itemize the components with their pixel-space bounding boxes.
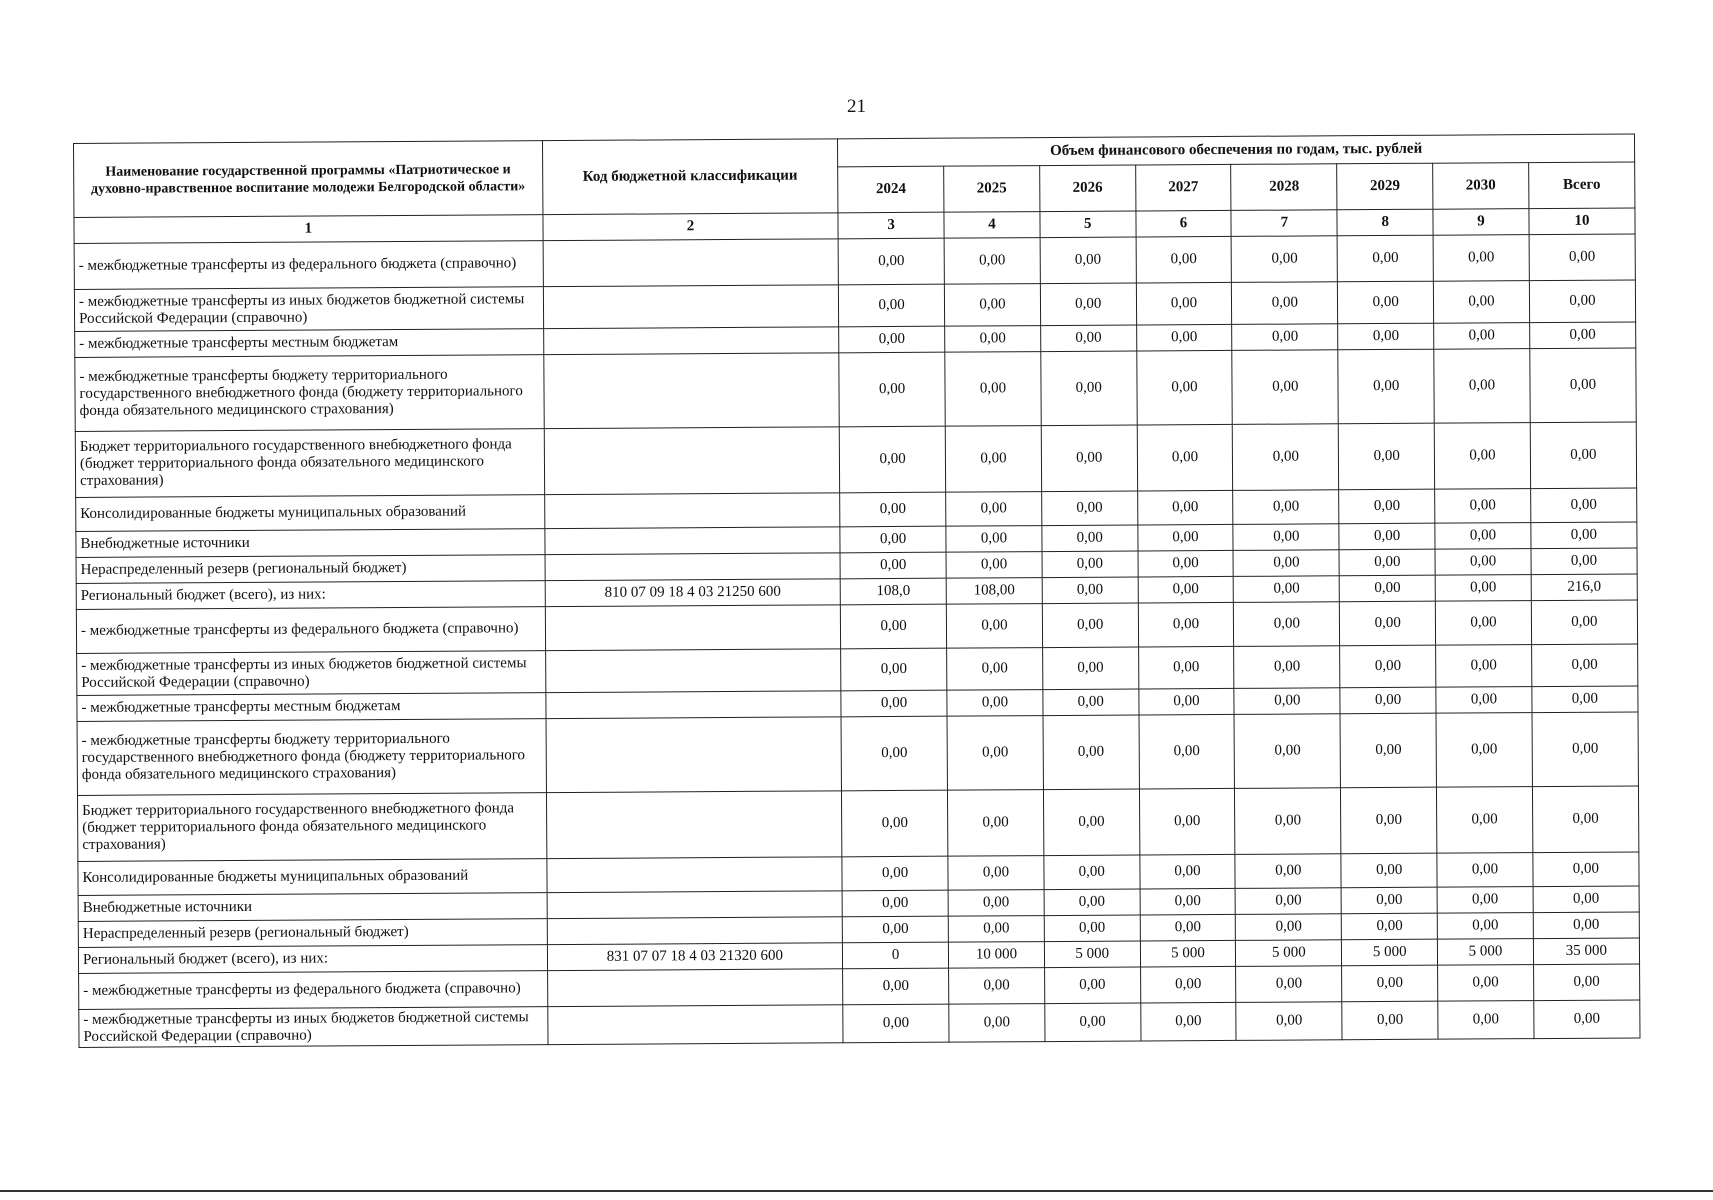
row-year-value: 0,00 xyxy=(1233,424,1339,491)
row-year-value: 0,00 xyxy=(1339,523,1435,550)
row-year-value: 0,00 xyxy=(1337,235,1433,282)
row-total-value: 0,00 xyxy=(1533,912,1639,939)
row-year-value: 0,00 xyxy=(842,890,948,917)
row-total-value: 0,00 xyxy=(1529,234,1635,281)
header-year: 2029 xyxy=(1337,163,1433,210)
row-year-value: 0,00 xyxy=(946,526,1042,553)
header-year: 2024 xyxy=(838,166,944,213)
row-year-value: 0,00 xyxy=(946,552,1042,579)
header-year: 2025 xyxy=(944,166,1040,213)
row-year-value: 0,00 xyxy=(1342,1001,1438,1040)
row-year-value: 0,00 xyxy=(1233,490,1339,525)
row-year-value: 0,00 xyxy=(1137,424,1233,491)
header-year: 2026 xyxy=(1040,165,1136,212)
row-year-value: 0,00 xyxy=(1138,688,1234,715)
row-name: Нераспределенный резерв (региональный бюджет) xyxy=(76,555,545,584)
row-year-value: 0,00 xyxy=(1042,603,1138,648)
row-year-value: 0,00 xyxy=(1434,423,1530,490)
row-year-value: 0,00 xyxy=(1043,715,1139,790)
row-year-value: 0,00 xyxy=(843,1004,949,1043)
row-year-value: 0,00 xyxy=(1136,282,1232,325)
row-total-value: 0,00 xyxy=(1531,488,1637,523)
row-total-value: 0,00 xyxy=(1533,886,1639,913)
row-year-value: 5 000 xyxy=(1140,940,1236,967)
row-year-value: 0,00 xyxy=(1341,853,1437,888)
header-year: 2028 xyxy=(1231,164,1337,211)
row-year-value: 0,00 xyxy=(1340,645,1436,688)
row-name: - межбюджетные трансферты из федерального бюджета (справочно) xyxy=(79,971,548,1010)
column-number: 1 xyxy=(74,215,543,244)
row-year-value: 0,00 xyxy=(947,690,1043,717)
row-budget-code: 831 07 07 18 4 03 21320 600 xyxy=(547,943,843,971)
row-year-value: 0,00 xyxy=(1044,855,1140,890)
row-year-value: 0,00 xyxy=(1232,350,1338,425)
row-year-value: 0,00 xyxy=(1434,349,1530,424)
row-year-value: 0,00 xyxy=(946,492,1042,527)
row-year-value: 0,00 xyxy=(1435,549,1531,576)
row-year-value: 0,00 xyxy=(1236,1002,1342,1041)
row-name: - межбюджетные трансферты местным бюджетам xyxy=(77,693,546,722)
row-year-value: 0,00 xyxy=(1340,713,1436,788)
row-year-value: 0,00 xyxy=(947,648,1043,691)
row-total-value: 0,00 xyxy=(1532,712,1639,787)
row-year-value: 0,00 xyxy=(1342,965,1438,1002)
row-year-value: 0,00 xyxy=(1338,281,1434,324)
row-year-value: 108,0 xyxy=(840,578,946,605)
row-year-value: 0,00 xyxy=(1433,281,1529,324)
row-year-value: 0,00 xyxy=(1342,913,1438,940)
row-year-value: 0,00 xyxy=(1438,965,1534,1002)
row-budget-code xyxy=(547,969,843,1007)
row-year-value: 0,00 xyxy=(1042,491,1138,526)
row-year-value: 0,00 xyxy=(1044,915,1140,942)
row-total-value: 0,00 xyxy=(1530,322,1636,349)
row-year-value: 0,00 xyxy=(949,1004,1045,1043)
row-total-value: 0,00 xyxy=(1530,422,1637,489)
row-year-value: 0,00 xyxy=(1434,323,1530,350)
row-budget-code xyxy=(545,605,841,651)
row-year-value: 0,00 xyxy=(1041,325,1137,352)
row-year-value: 0,00 xyxy=(1235,854,1341,889)
row-year-value: 0,00 xyxy=(1340,601,1436,646)
row-year-value: 0,00 xyxy=(1436,713,1532,788)
row-budget-code xyxy=(546,717,842,793)
row-year-value: 5 000 xyxy=(1044,941,1140,968)
row-year-value: 0,00 xyxy=(1235,888,1341,915)
row-year-value: 0,00 xyxy=(1040,283,1136,326)
row-year-value: 0,00 xyxy=(842,790,948,857)
row-year-value: 0,00 xyxy=(1137,524,1233,551)
row-year-value: 0,00 xyxy=(1044,889,1140,916)
header-year: 2027 xyxy=(1135,164,1231,211)
row-year-value: 0,00 xyxy=(949,968,1045,1005)
row-year-value: 0,00 xyxy=(1041,425,1137,492)
row-total-value: 0,00 xyxy=(1534,1000,1640,1039)
row-year-value: 0,00 xyxy=(1137,490,1233,525)
row-year-value: 0,00 xyxy=(841,716,947,791)
row-year-value: 0,00 xyxy=(945,426,1041,493)
row-total-value: 216,0 xyxy=(1531,574,1637,601)
row-year-value: 0,00 xyxy=(1040,237,1136,284)
row-name: - межбюджетные трансферты из иных бюджетов бюджетной системы Российской Федерации (справочно) xyxy=(79,1007,548,1048)
row-name: Нераспределенный резерв (региональный бюджет) xyxy=(78,919,547,948)
row-year-value: 0,00 xyxy=(1231,236,1337,283)
column-number: 9 xyxy=(1433,209,1529,236)
row-year-value: 0,00 xyxy=(840,526,946,553)
row-year-value: 0,00 xyxy=(1436,645,1532,688)
column-number: 10 xyxy=(1529,208,1635,235)
row-year-value: 0 xyxy=(843,942,949,969)
row-year-value: 0,00 xyxy=(1234,646,1340,689)
row-budget-code xyxy=(546,691,842,719)
row-total-value: 0,00 xyxy=(1532,786,1639,853)
scan-edge-line xyxy=(0,1190,1713,1192)
row-name: Бюджет территориального государственного внебюджетного фонда (бюджет территориального фонда обязательного медицинского страхования) xyxy=(77,793,546,862)
row-year-value: 0,00 xyxy=(840,604,946,649)
row-year-value: 0,00 xyxy=(1232,282,1338,325)
row-year-value: 0,00 xyxy=(843,968,949,1005)
row-year-value: 0,00 xyxy=(1234,602,1340,647)
row-year-value: 0,00 xyxy=(1138,646,1234,689)
row-year-value: 0,00 xyxy=(1338,323,1434,350)
row-total-value: 0,00 xyxy=(1531,600,1637,645)
row-budget-code xyxy=(543,239,839,287)
row-year-value: 0,00 xyxy=(1433,235,1529,282)
header-total: Всего xyxy=(1529,162,1635,209)
row-year-value: 0,00 xyxy=(1042,525,1138,552)
row-year-value: 0,00 xyxy=(1042,577,1138,604)
row-year-value: 0,00 xyxy=(839,284,945,327)
row-year-value: 0,00 xyxy=(1340,575,1436,602)
row-year-value: 108,00 xyxy=(946,578,1042,605)
row-budget-code xyxy=(543,353,839,429)
row-year-value: 0,00 xyxy=(1437,853,1533,888)
row-year-value: 0,00 xyxy=(842,856,948,891)
row-year-value: 0,00 xyxy=(841,648,947,691)
row-year-value: 0,00 xyxy=(1234,714,1340,789)
row-year-value: 0,00 xyxy=(1042,647,1138,690)
row-year-value: 0,00 xyxy=(1041,351,1137,426)
page-number: 21 xyxy=(847,96,866,117)
row-budget-code xyxy=(545,649,841,693)
row-year-value: 0,00 xyxy=(1138,602,1234,647)
row-year-value: 0,00 xyxy=(1234,688,1340,715)
row-year-value: 0,00 xyxy=(1139,788,1235,855)
row-total-value: 0,00 xyxy=(1533,852,1639,887)
row-year-value: 0,00 xyxy=(948,856,1044,891)
row-year-value: 0,00 xyxy=(1140,854,1236,889)
row-budget-code xyxy=(547,917,843,945)
column-number: 8 xyxy=(1337,209,1433,236)
row-name: - межбюджетные трансферты бюджету территориального государственного внебюджетного фонда (бюджету территориального фонда обязательного медицинского страхования) xyxy=(77,719,546,796)
row-budget-code xyxy=(545,527,841,555)
table-body xyxy=(74,234,1640,1048)
row-year-value: 0,00 xyxy=(1341,787,1437,854)
row-year-value: 0,00 xyxy=(838,238,944,285)
row-year-value: 0,00 xyxy=(1435,575,1531,602)
row-total-value: 35 000 xyxy=(1533,938,1639,965)
row-name: - межбюджетные трансферты из иных бюджетов бюджетной системы Российской Федерации (справочно) xyxy=(77,651,546,696)
row-year-value: 5 000 xyxy=(1236,940,1342,967)
row-year-value: 0,00 xyxy=(1233,524,1339,551)
row-budget-code xyxy=(544,427,840,495)
row-budget-code xyxy=(544,493,840,529)
row-year-value: 0,00 xyxy=(1339,489,1435,524)
row-year-value: 0,00 xyxy=(1438,1001,1534,1040)
row-year-value: 0,00 xyxy=(840,552,946,579)
row-year-value: 0,00 xyxy=(948,790,1044,857)
row-year-value: 5 000 xyxy=(1342,939,1438,966)
row-year-value: 0,00 xyxy=(1436,687,1532,714)
row-year-value: 0,00 xyxy=(1136,350,1232,425)
row-year-value: 0,00 xyxy=(1043,689,1139,716)
row-year-value: 0,00 xyxy=(944,238,1040,285)
row-name: - межбюджетные трансферты из федерального бюджета (справочно) xyxy=(76,607,545,654)
row-year-value: 0,00 xyxy=(1437,887,1533,914)
row-year-value: 0,00 xyxy=(1140,888,1236,915)
row-year-value: 0,00 xyxy=(1339,423,1435,490)
row-year-value: 0,00 xyxy=(1435,489,1531,524)
row-year-value: 0,00 xyxy=(1042,551,1138,578)
row-year-value: 0,00 xyxy=(1136,324,1232,351)
row-year-value: 0,00 xyxy=(945,352,1041,427)
row-year-value: 0,00 xyxy=(1139,714,1235,789)
row-year-value: 0,00 xyxy=(840,492,946,527)
row-name: Региональный бюджет (всего), из них: xyxy=(76,581,545,610)
row-year-value: 0,00 xyxy=(1140,914,1236,941)
row-year-value: 0,00 xyxy=(948,916,1044,943)
row-budget-code xyxy=(546,791,842,859)
row-year-value: 0,00 xyxy=(1233,550,1339,577)
row-year-value: 0,00 xyxy=(1043,789,1139,856)
row-year-value: 0,00 xyxy=(1236,914,1342,941)
row-total-value: 0,00 xyxy=(1532,686,1638,713)
header-program-name: Наименование государственной программы «Патриотическое и духовно-нравственное воспитание молодежи Белгородской области» xyxy=(74,141,543,218)
row-total-value: 0,00 xyxy=(1529,280,1635,323)
finance-table-wrapper xyxy=(73,133,1640,1048)
table-row xyxy=(75,348,1636,432)
row-name: Региональный бюджет (всего), из них: xyxy=(78,945,547,974)
row-year-value: 0,00 xyxy=(1235,788,1341,855)
row-year-value: 0,00 xyxy=(1340,687,1436,714)
row-year-value: 5 000 xyxy=(1438,939,1534,966)
row-budget-code xyxy=(547,857,843,893)
column-number: 4 xyxy=(944,212,1040,239)
row-budget-code xyxy=(543,327,839,355)
row-total-value: 0,00 xyxy=(1531,644,1637,687)
row-year-value: 0,00 xyxy=(1045,1003,1141,1042)
row-year-value: 0,00 xyxy=(1339,549,1435,576)
row-total-value: 0,00 xyxy=(1531,548,1637,575)
row-year-value: 0,00 xyxy=(1044,967,1140,1004)
row-year-value: 0,00 xyxy=(841,690,947,717)
row-total-value: 0,00 xyxy=(1530,348,1637,423)
row-name: Внебюджетные источники xyxy=(78,893,547,922)
header-budget-code: Код бюджетной классификации xyxy=(542,139,838,215)
row-budget-code xyxy=(543,285,839,329)
row-year-value: 0,00 xyxy=(945,326,1041,353)
row-year-value: 0,00 xyxy=(1140,966,1236,1003)
row-year-value: 0,00 xyxy=(1232,324,1338,351)
column-number: 3 xyxy=(838,212,944,239)
row-year-value: 0,00 xyxy=(1138,576,1234,603)
row-year-value: 0,00 xyxy=(1437,787,1533,854)
row-budget-code xyxy=(547,891,843,919)
header-funding-title: Объем финансового обеспечения по годам, тыс. рублей xyxy=(838,134,1635,167)
row-name: - межбюджетные трансферты бюджету территориального государственного внебюджетного фонда (бюджету территориального фонда обязательного медицинского страхования) xyxy=(75,355,544,432)
row-year-value: 0,00 xyxy=(1435,523,1531,550)
table-row xyxy=(79,1000,1640,1048)
row-year-value: 0,00 xyxy=(1136,236,1232,283)
row-year-value: 0,00 xyxy=(946,604,1042,649)
row-year-value: 0,00 xyxy=(1234,576,1340,603)
column-number: 7 xyxy=(1231,210,1337,237)
row-name: Консолидированные бюджеты муниципальных образований xyxy=(76,495,545,532)
finance-table xyxy=(73,133,1640,1048)
row-name: - межбюджетные трансферты из федерального бюджета (справочно) xyxy=(74,241,543,290)
header-year: 2030 xyxy=(1433,163,1529,210)
row-year-value: 0,00 xyxy=(1437,913,1533,940)
row-name: Бюджет территориального государственного внебюджетного фонда (бюджет территориального фонда обязательного медицинского страхования) xyxy=(75,429,544,498)
row-name: - межбюджетные трансферты местным бюджетам xyxy=(75,329,544,358)
row-year-value: 0,00 xyxy=(1435,601,1531,646)
column-number: 5 xyxy=(1040,211,1136,238)
column-number: 6 xyxy=(1136,210,1232,237)
row-year-value: 0,00 xyxy=(839,426,945,493)
row-year-value: 0,00 xyxy=(839,326,945,353)
row-budget-code: 810 07 09 18 4 03 21250 600 xyxy=(545,579,841,607)
column-number: 2 xyxy=(543,213,839,241)
row-total-value: 0,00 xyxy=(1533,964,1639,1001)
row-year-value: 0,00 xyxy=(839,352,945,427)
row-year-value: 0,00 xyxy=(1140,1002,1236,1041)
row-name: Внебюджетные источники xyxy=(76,529,545,558)
row-name: - межбюджетные трансферты из иных бюджетов бюджетной системы Российской Федерации (справочно) xyxy=(74,287,543,332)
row-year-value: 0,00 xyxy=(947,716,1043,791)
row-year-value: 0,00 xyxy=(1236,966,1342,1003)
row-budget-code xyxy=(547,1005,843,1045)
table-row xyxy=(75,422,1636,498)
row-year-value: 0,00 xyxy=(1341,887,1437,914)
row-name: Консолидированные бюджеты муниципальных образований xyxy=(78,859,547,896)
row-year-value: 0,00 xyxy=(944,284,1040,327)
table-row xyxy=(77,786,1638,862)
table-row xyxy=(77,712,1638,796)
row-year-value: 0,00 xyxy=(948,890,1044,917)
row-budget-code xyxy=(545,553,841,581)
row-year-value: 0,00 xyxy=(842,916,948,943)
row-total-value: 0,00 xyxy=(1531,522,1637,549)
row-year-value: 0,00 xyxy=(1138,550,1234,577)
row-year-value: 10 000 xyxy=(949,942,1045,969)
row-year-value: 0,00 xyxy=(1338,349,1434,424)
